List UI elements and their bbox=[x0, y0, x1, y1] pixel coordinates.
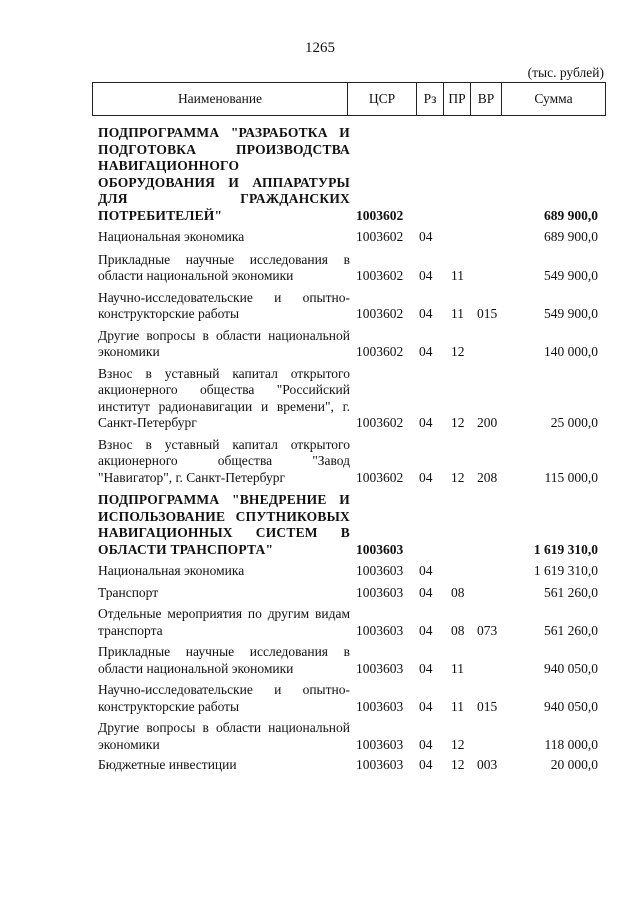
row-vr: 200 bbox=[477, 415, 498, 430]
row-pr: 12 bbox=[451, 415, 465, 430]
row-csr: 1003603 bbox=[356, 736, 404, 752]
row-csr: 1003603 bbox=[356, 584, 404, 600]
table-row bbox=[92, 563, 606, 580]
row-sum: 1 619 310,0 bbox=[533, 541, 598, 557]
row-name: Взнос в уставный капитал открытого акционерного общества "Завод "Навигатор", г. Санкт-Петербург bbox=[98, 436, 350, 485]
row-rz: 04 bbox=[419, 415, 433, 430]
table-row bbox=[92, 585, 606, 602]
table-body bbox=[92, 120, 606, 774]
row-name: Прикладные научные исследования в области национальной экономики bbox=[98, 251, 350, 283]
row-name: Прикладные научные исследования в области национальной экономики bbox=[98, 644, 350, 676]
row-name: Взнос в уставный капитал открытого акционерного общества "Российский институт радионавигации и времени", г. Санкт-Петербург bbox=[98, 365, 350, 430]
row-csr: 1003603 bbox=[356, 660, 404, 676]
row-sum: 1 619 310,0 bbox=[533, 563, 598, 578]
row-rz: 04 bbox=[419, 229, 433, 244]
table-row bbox=[92, 606, 606, 639]
row-pr: 11 bbox=[451, 698, 464, 714]
row-pr: 12 bbox=[451, 344, 465, 359]
row-name: ПОДПРОГРАММА "РАЗРАБОТКА И ПОДГОТОВКА ПРОИЗВОДСТВА НАВИГАЦИОННОГО ОБОРУДОВАНИЯ И АППАРАТУРЫ ДЛЯ ГРАЖДАНСКИХ ПОТРЕБИТЕЛЕЙ" bbox=[98, 125, 350, 223]
row-sum: 689 900,0 bbox=[544, 229, 598, 244]
row-vr: 015 bbox=[477, 698, 498, 714]
row-sum: 25 000,0 bbox=[550, 415, 598, 430]
row-name: Другие вопросы в области национальной экономики bbox=[98, 720, 350, 752]
table-row bbox=[92, 757, 606, 774]
row-rz: 04 bbox=[419, 584, 433, 600]
table-row bbox=[92, 328, 606, 361]
row-pr: 12 bbox=[451, 757, 465, 772]
row-rz: 04 bbox=[419, 469, 433, 485]
row-name: Бюджетные инвестиции bbox=[98, 757, 237, 772]
row-name: Транспорт bbox=[98, 584, 159, 600]
row-csr: 1003602 bbox=[356, 207, 404, 223]
row-csr: 1003602 bbox=[356, 344, 404, 359]
column-header-vr: ВР bbox=[471, 83, 502, 116]
column-header-pr: ПР bbox=[444, 83, 471, 116]
row-sum: 20 000,0 bbox=[550, 757, 598, 772]
row-name: Другие вопросы в области национальной экономики bbox=[98, 327, 350, 359]
row-rz: 04 bbox=[419, 698, 433, 714]
row-name: Отдельные мероприятия по другим видам транспорта bbox=[98, 606, 350, 638]
row-name: ПОДПРОГРАММА "ВНЕДРЕНИЕ И ИСПОЛЬЗОВАНИЕ СПУТНИКОВЫХ НАВИГАЦИОННЫХ СИСТЕМ В ОБЛАСТИ ТРАНСПОРТА" bbox=[98, 492, 350, 557]
table-row bbox=[92, 252, 606, 285]
row-rz: 04 bbox=[419, 622, 433, 638]
row-vr: 003 bbox=[477, 757, 498, 772]
row-rz: 04 bbox=[419, 563, 433, 578]
row-sum: 940 050,0 bbox=[544, 698, 598, 714]
row-sum: 549 900,0 bbox=[544, 268, 598, 283]
table-row bbox=[92, 644, 606, 677]
row-sum: 118 000,0 bbox=[544, 736, 598, 752]
row-pr: 08 bbox=[451, 622, 465, 638]
row-pr: 11 bbox=[451, 268, 464, 283]
row-pr: 08 bbox=[451, 584, 465, 600]
units-label: (тыс. рублей) bbox=[527, 65, 604, 80]
row-csr: 1003602 bbox=[356, 229, 404, 244]
row-pr: 12 bbox=[451, 736, 465, 752]
row-rz: 04 bbox=[419, 344, 433, 359]
row-csr: 1003603 bbox=[356, 757, 404, 772]
page-number: 1265 bbox=[305, 40, 335, 56]
row-name: Научно-исследовательские и опытно-конструкторские работы bbox=[98, 289, 350, 321]
row-vr: 073 bbox=[477, 622, 498, 638]
table-row bbox=[92, 437, 606, 487]
row-name: Научно-исследовательские и опытно-конструкторские работы bbox=[98, 682, 350, 714]
row-vr: 208 bbox=[477, 469, 498, 485]
column-header-name: Наименование bbox=[93, 83, 348, 116]
row-sum: 140 000,0 bbox=[544, 344, 598, 359]
row-sum: 561 260,0 bbox=[544, 622, 598, 638]
row-name: Национальная экономика bbox=[98, 563, 245, 578]
row-rz: 04 bbox=[419, 660, 433, 676]
row-pr: 12 bbox=[451, 469, 465, 485]
row-rz: 04 bbox=[419, 268, 433, 283]
row-csr: 1003603 bbox=[356, 541, 404, 557]
table-row bbox=[92, 720, 606, 753]
table-row bbox=[92, 682, 606, 715]
row-rz: 04 bbox=[419, 757, 433, 772]
row-csr: 1003603 bbox=[356, 622, 404, 638]
row-csr: 1003602 bbox=[356, 469, 404, 485]
row-vr: 015 bbox=[477, 306, 498, 321]
table-row bbox=[92, 229, 606, 246]
row-csr: 1003602 bbox=[356, 306, 404, 321]
row-rz: 04 bbox=[419, 306, 433, 321]
subprogram-row bbox=[92, 492, 606, 558]
row-pr: 11 bbox=[451, 660, 464, 676]
table-row bbox=[92, 290, 606, 323]
row-sum: 115 000,0 bbox=[544, 469, 598, 485]
column-header-sum: Сумма bbox=[502, 83, 606, 116]
row-sum: 689 900,0 bbox=[544, 207, 598, 223]
column-header-rz: Рз bbox=[417, 83, 444, 116]
row-name: Национальная экономика bbox=[98, 229, 245, 244]
row-csr: 1003603 bbox=[356, 698, 404, 714]
row-csr: 1003602 bbox=[356, 268, 404, 283]
table-row bbox=[92, 366, 606, 432]
column-header-csr: ЦСР bbox=[348, 83, 417, 116]
row-csr: 1003602 bbox=[356, 415, 404, 430]
row-sum: 561 260,0 bbox=[544, 584, 598, 600]
row-rz: 04 bbox=[419, 736, 433, 752]
subprogram-row bbox=[92, 125, 606, 224]
row-sum: 940 050,0 bbox=[544, 660, 598, 676]
row-csr: 1003603 bbox=[356, 563, 404, 578]
row-pr: 11 bbox=[451, 306, 464, 321]
row-sum: 549 900,0 bbox=[544, 306, 598, 321]
table-header bbox=[92, 82, 606, 116]
